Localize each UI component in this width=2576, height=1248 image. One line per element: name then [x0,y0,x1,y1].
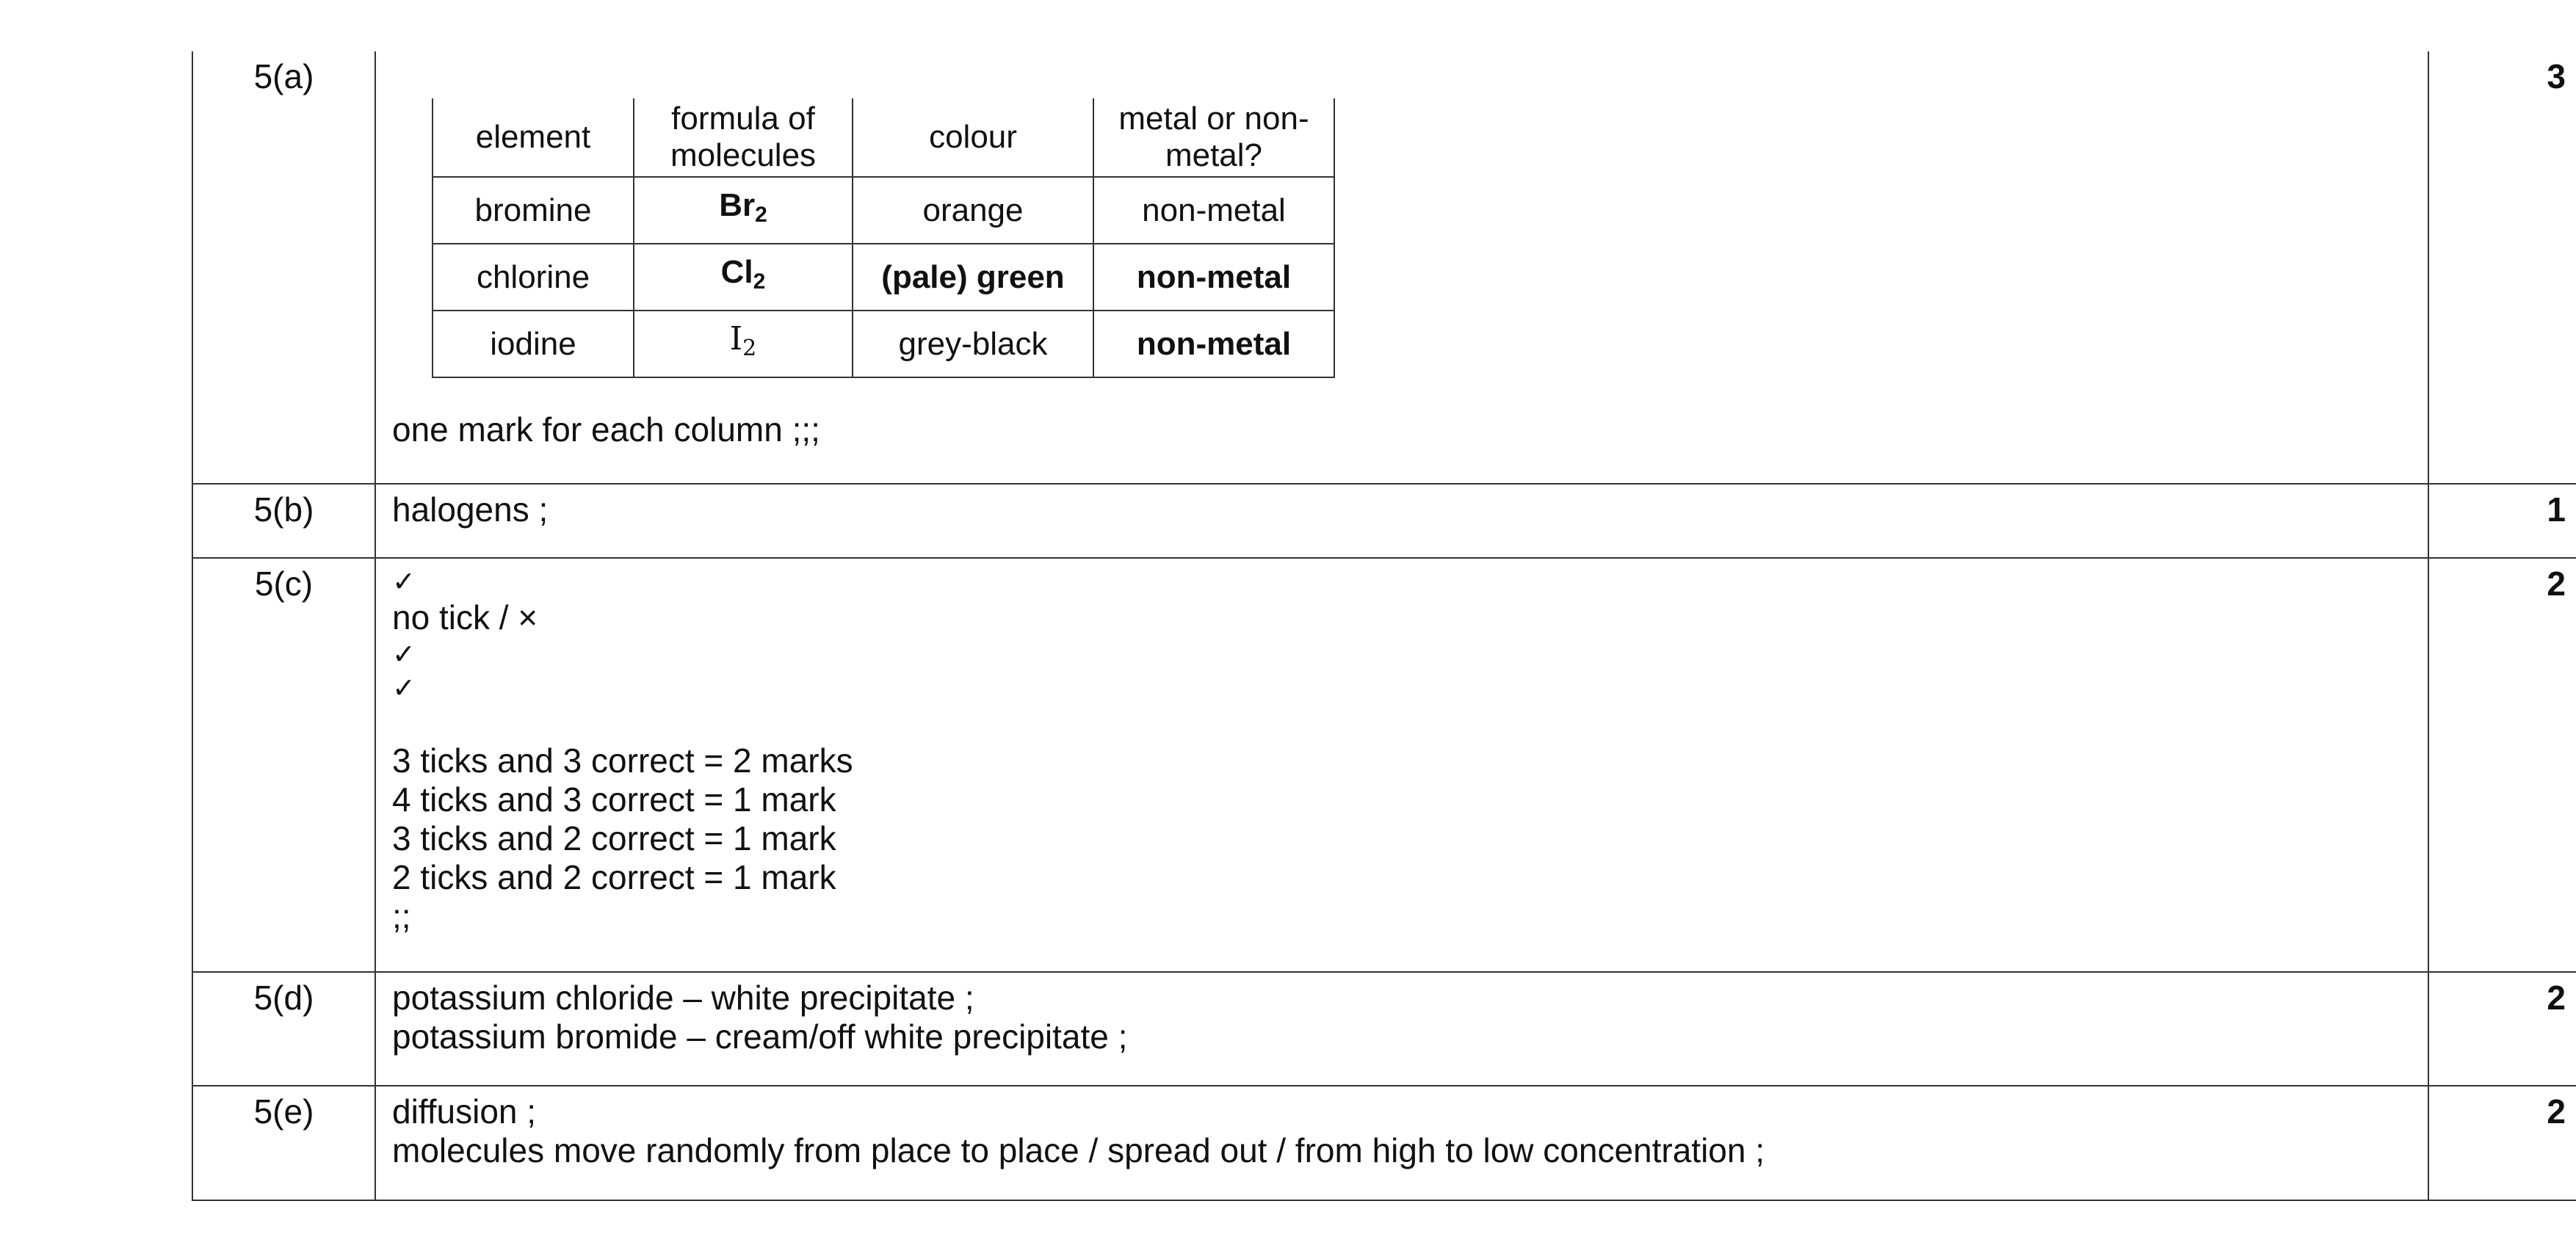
header-colour: colour [853,98,1093,177]
answer-line: diffusion ; [392,1092,537,1131]
header-metal: metal or non-metal? [1093,98,1334,177]
formula-subscript: 2 [742,335,757,361]
marks-value: 3 [2428,51,2576,484]
colour-cell: orange [853,177,1093,244]
header-formula: formula of molecules [634,98,853,177]
question-number: 5(c) [192,558,375,972]
element-cell: iodine [433,311,634,377]
question-row-5a [192,51,2576,484]
marking-rule: 2 ticks and 2 correct = 1 mark [392,858,836,896]
formula-subscript: 2 [753,269,766,294]
formula-cell [634,177,853,244]
answer-line: no tick / × [392,598,538,636]
formula-cell [634,311,853,377]
halogen-row-iodine [433,311,1334,377]
formula-subscript: 2 [755,203,767,227]
tick-mark: ✓ [392,638,416,670]
marks-value: 1 [2428,484,2576,558]
answer-line: potassium bromide – cream/off white precipitate ; [392,1017,1128,1056]
question-row-5e [192,1086,2576,1200]
marking-rule: 3 ticks and 2 correct = 1 mark [392,819,836,857]
answer-cell [375,558,2428,972]
formula-symbol: Cl [720,254,753,290]
marks-value: 2 [2428,1086,2576,1200]
marking-rule: 4 ticks and 3 correct = 1 mark [392,780,836,819]
answer-cell [375,484,2428,558]
marks-value: 2 [2428,972,2576,1086]
halogen-table-header [433,98,1334,177]
formula-cell [634,244,853,311]
mark-scheme-table [192,51,2576,1201]
marking-note: one mark for each column ;;; [392,410,820,449]
question-number: 5(d) [192,972,375,1086]
halogen-row-chlorine [433,244,1334,311]
colour-cell: grey-black [853,311,1093,377]
metal-cell: non-metal [1093,177,1334,244]
formula-symbol: Br [719,187,756,223]
header-element: element [433,98,634,177]
tick-mark: ✓ [392,565,416,598]
marking-rule: 3 ticks and 3 correct = 2 marks [392,741,853,780]
marks-value: 2 [2428,558,2576,972]
spacer [392,705,2412,741]
answer-line: molecules move randomly from place to place / spread out / from high to low concentration ; [392,1131,1765,1169]
answer-line: halogens ; [392,490,549,529]
element-cell: bromine [433,177,634,244]
question-number: 5(a) [192,51,375,484]
formula-symbol: I [729,320,743,358]
tick-mark: ✓ [392,672,416,704]
question-row-5d [192,972,2576,1086]
metal-cell: non-metal [1093,244,1334,311]
answer-cell [375,1086,2428,1200]
element-cell: chlorine [433,244,634,311]
answer-cell [375,972,2428,1086]
colour-cell: (pale) green [853,244,1093,311]
answer-line: potassium chloride – white precipitate ; [392,979,974,1017]
question-row-5b [192,484,2576,558]
marking-rule: ;; [392,897,411,935]
halogen-row-bromine [433,177,1334,244]
question-number: 5(e) [192,1086,375,1200]
question-row-5c [192,558,2576,972]
halogen-table [432,98,1335,378]
answer-cell [375,51,2428,484]
question-number: 5(b) [192,484,375,558]
metal-cell: non-metal [1093,311,1334,377]
